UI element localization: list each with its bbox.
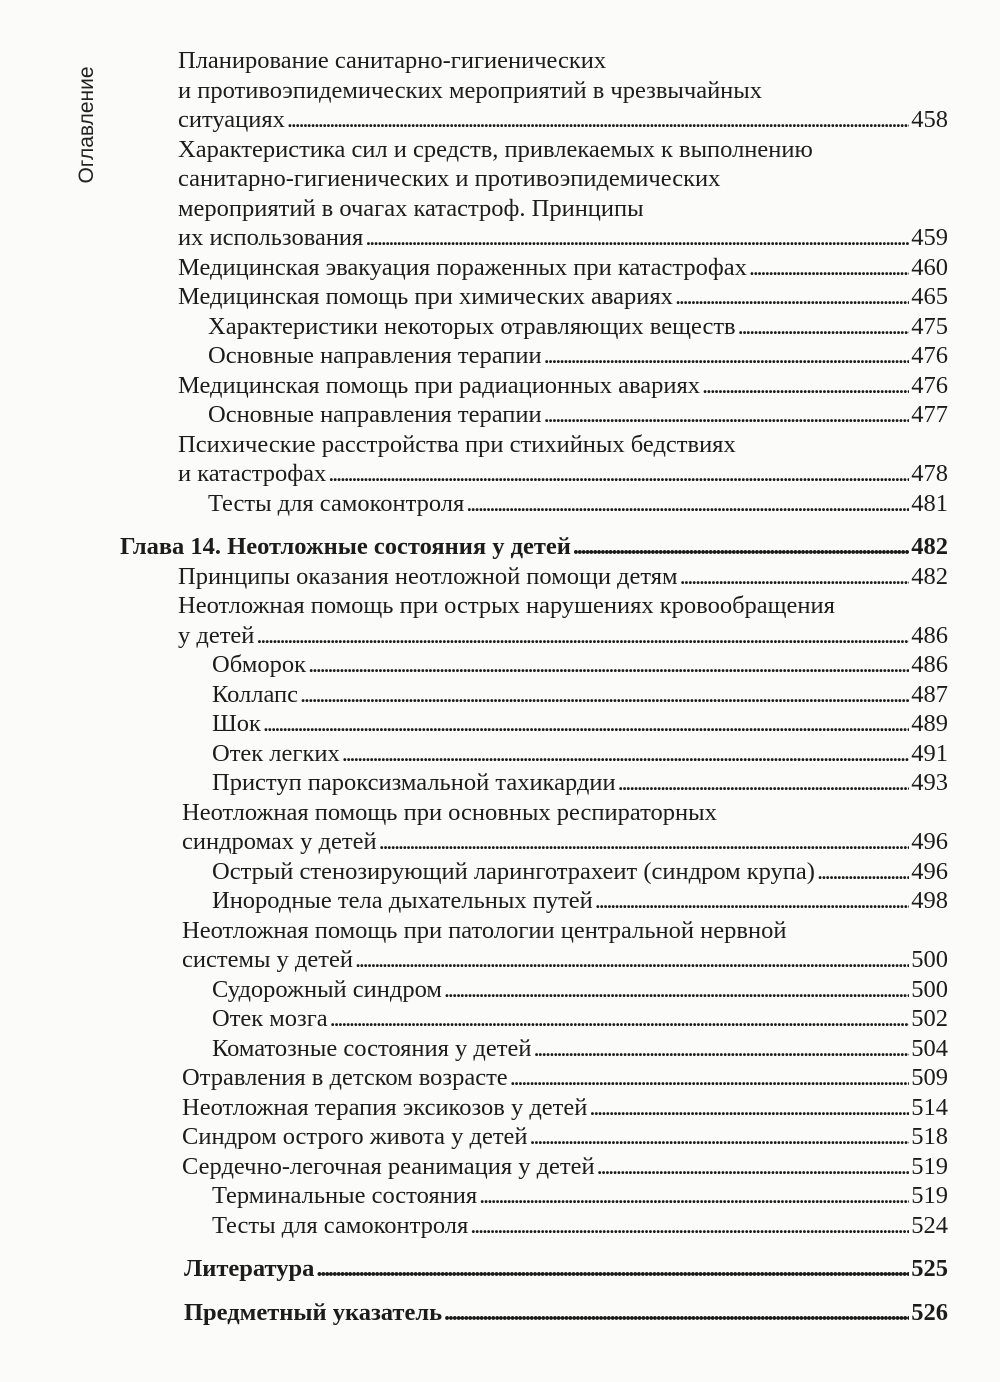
toc-entry-title: Неотложная терапия эксикозов у детей (182, 1093, 588, 1121)
toc-entry-self-tests[interactable] (120, 489, 948, 519)
toc-page-number: 476 (911, 371, 948, 399)
toc-entry-self-tests[interactable] (120, 1211, 948, 1241)
toc-entry-line: санитарно-гигиенических и противоэпидемических (178, 165, 721, 192)
leader-dots (330, 1004, 910, 1034)
toc-entry-foreign-bodies[interactable] (120, 886, 948, 916)
toc-entry-title: синдромах у детей (182, 828, 377, 855)
toc-page-number: 458 (911, 106, 948, 133)
toc-page-number: 524 (911, 1211, 948, 1239)
toc-entry-toxic-agents[interactable] (120, 312, 948, 342)
toc-entry-chemical-accidents[interactable] (120, 282, 948, 312)
toc-entry-title: Острый стенозирующий ларинготрахеит (синдром крупа) (212, 857, 815, 885)
toc-entry-shock[interactable] (120, 709, 948, 739)
toc-page-number: 478 (911, 460, 948, 487)
leader-dots (597, 1152, 910, 1182)
toc-entry-line: Планирование санитарно-гигиенических (178, 47, 607, 74)
leader-dots (479, 1181, 909, 1211)
toc-page-number: 465 (911, 283, 948, 310)
toc-entry-terminal-states[interactable] (120, 1181, 948, 1211)
toc-entry-mental-disorders[interactable] (120, 430, 948, 489)
toc-page-number: 500 (911, 975, 948, 1003)
toc-page-number: 519 (911, 1182, 948, 1209)
toc-entry-subject-index[interactable] (120, 1298, 948, 1328)
leader-dots (530, 1122, 910, 1152)
leader-dots (675, 282, 909, 312)
toc-entry-title: их использования (178, 224, 364, 251)
toc-entry-title: Тесты для самоконтроля (212, 1211, 469, 1239)
toc-chapter-14[interactable] (120, 532, 948, 562)
toc-entry-title: Сердечно-легочная реанимация у детей (182, 1152, 595, 1180)
toc-entry-croup[interactable] (120, 857, 948, 887)
toc-entry-title: Основные направления терапии (208, 342, 542, 369)
leader-dots (533, 1034, 909, 1064)
toc-page-number: 502 (911, 1005, 948, 1032)
leader-dots (444, 975, 909, 1005)
toc-entry-respiratory-syndromes[interactable] (120, 798, 948, 857)
leader-dots (470, 1211, 909, 1241)
toc-entry-literature[interactable] (120, 1254, 948, 1284)
leader-dots (444, 1298, 909, 1328)
toc-entry-pulmonary-edema[interactable] (120, 739, 948, 769)
toc-entry-title: и катастрофах (178, 460, 327, 487)
toc-page-number: 519 (911, 1152, 948, 1180)
leader-dots (316, 1254, 909, 1284)
toc-entry-title: Отек легких (212, 739, 340, 767)
toc-entry-line: Психические расстройства при стихийных бедствиях (178, 430, 736, 458)
toc-page-number: 504 (911, 1034, 948, 1062)
leader-dots (510, 1063, 910, 1093)
toc-entry-title: Характеристики некоторых отравляющих веществ (208, 312, 736, 340)
toc-entry-poisoning[interactable] (120, 1063, 948, 1093)
toc-entry-title: Медицинская помощь при химических авариях (178, 283, 673, 310)
toc-entry-forces-and-means[interactable] (120, 135, 948, 253)
toc-entry-line: Неотложная помощь при патологии центральной нервной (182, 916, 787, 944)
toc-entry-title: Основные направления терапии (208, 401, 542, 428)
leader-dots (300, 680, 909, 710)
toc-entry-title: системы у детей (182, 946, 353, 973)
toc-entry-title: Тесты для самоконтроля (208, 489, 465, 517)
leader-dots (817, 857, 909, 887)
toc-entry-therapy-directions[interactable] (120, 341, 948, 371)
leader-dots (589, 1093, 909, 1123)
running-head-text: Оглавление (75, 66, 98, 184)
toc-entry-title: Отравления в детском возрасте (182, 1064, 508, 1091)
toc-entry-exicosis[interactable] (120, 1093, 948, 1123)
toc-entry-line: Неотложная помощь при основных респираторных (182, 798, 717, 826)
toc-page-number: 482 (911, 562, 948, 590)
toc-entry-convulsive-syndrome[interactable] (120, 975, 948, 1005)
leader-dots (680, 562, 910, 592)
toc-entry-line: Характеристика сил и средств, привлекаемых к выполнению (178, 135, 813, 163)
toc-entry-title: Отек мозга (212, 1005, 328, 1032)
toc-entry-radiation-accidents[interactable] (120, 371, 948, 401)
toc-entry-title: Литература (184, 1255, 315, 1282)
running-head-section-label (72, 60, 102, 190)
toc-page-number: 460 (911, 253, 948, 281)
leader-dots (466, 489, 909, 519)
toc-entry-title: Синдром острого живота у детей (182, 1123, 528, 1150)
toc-page-number: 496 (911, 828, 948, 855)
toc-page-number: 482 (911, 533, 948, 560)
leader-dots (308, 650, 909, 680)
toc-entry-title: Терминальные состояния (212, 1182, 478, 1209)
leader-dots (379, 827, 910, 857)
toc-entry-coma[interactable] (120, 1034, 948, 1064)
toc-entry-title: у детей (178, 621, 255, 649)
toc-entry-title: Медицинская эвакуация пораженных при катастрофах (178, 253, 747, 281)
leader-dots (328, 459, 909, 489)
toc-entry-line: мероприятий в очагах катастроф. Принципы (178, 194, 644, 222)
toc-entry-title: Принципы оказания неотложной помощи детям (178, 562, 678, 590)
toc-page-number: 509 (911, 1064, 948, 1091)
toc-entry-cpr[interactable] (120, 1152, 948, 1182)
toc-entry-therapy-directions[interactable] (120, 400, 948, 430)
toc-entry-title: Судорожный синдром (212, 975, 442, 1003)
leader-dots (595, 886, 909, 916)
toc-entry-title: Коматозные состояния у детей (212, 1034, 532, 1062)
toc-page-number: 526 (911, 1298, 948, 1326)
leader-dots (702, 371, 909, 401)
leader-dots (544, 341, 910, 371)
toc-page-number: 459 (911, 224, 948, 251)
toc-page-number: 518 (911, 1123, 948, 1150)
toc-entry-brain-edema[interactable] (120, 1004, 948, 1034)
leader-dots (256, 621, 909, 651)
toc-entry-title: Предметный указатель (184, 1298, 443, 1326)
toc-entry-title: Приступ пароксизмальной тахикардии (212, 769, 616, 796)
toc-chapter-title: Глава 14. Неотложные состояния у детей (120, 533, 571, 560)
toc-page-number: 500 (911, 946, 948, 973)
toc-entry-sanitary-planning[interactable] (120, 46, 948, 135)
toc-page-number: 486 (911, 621, 948, 649)
toc-page-number: 475 (911, 312, 948, 340)
toc-page-number: 489 (911, 710, 948, 737)
leader-dots (738, 312, 910, 342)
toc-entry-title: ситуациях (178, 106, 285, 133)
toc-entry-title: Инородные тела дыхательных путей (212, 887, 593, 914)
toc-entry-circulatory-disorders[interactable] (120, 591, 948, 650)
leader-dots (355, 945, 909, 975)
toc-entry-title: Коллапс (212, 680, 299, 708)
toc-page-number: 477 (911, 401, 948, 428)
toc-page-number: 498 (911, 887, 948, 914)
toc-page-number: 496 (911, 857, 948, 885)
toc-entry-title: Шок (212, 710, 261, 737)
toc-page-number: 481 (911, 489, 948, 517)
toc-page-number: 493 (911, 769, 948, 796)
table-of-contents (120, 46, 948, 1327)
toc-page-number: 491 (911, 739, 948, 767)
toc-entry-tachycardia[interactable] (120, 768, 948, 798)
leader-dots (287, 105, 909, 135)
toc-entry-emergency-principles[interactable] (120, 562, 948, 592)
toc-page-number: 486 (911, 651, 948, 678)
toc-entry-collapse[interactable] (120, 680, 948, 710)
toc-entry-syncope[interactable] (120, 650, 948, 680)
leader-dots (342, 739, 910, 769)
toc-entry-cns-pathology[interactable] (120, 916, 948, 975)
toc-entry-medical-evacuation[interactable] (120, 253, 948, 283)
toc-entry-title: Медицинская помощь при радиационных авариях (178, 371, 700, 399)
leader-dots (573, 532, 909, 562)
leader-dots (749, 253, 909, 283)
toc-entry-line: Неотложная помощь при острых нарушениях кровообращения (178, 592, 835, 619)
toc-page-number: 514 (911, 1093, 948, 1121)
toc-entry-title: Обморок (212, 651, 307, 678)
toc-page-number: 487 (911, 680, 948, 708)
leader-dots (263, 709, 909, 739)
leader-dots (618, 768, 910, 798)
toc-page-number: 525 (911, 1255, 948, 1282)
leader-dots (544, 400, 910, 430)
toc-page-number: 476 (911, 342, 948, 369)
leader-dots (365, 223, 909, 253)
toc-entry-acute-abdomen[interactable] (120, 1122, 948, 1152)
toc-entry-line: и противоэпидемических мероприятий в чрезвычайных (178, 76, 763, 104)
